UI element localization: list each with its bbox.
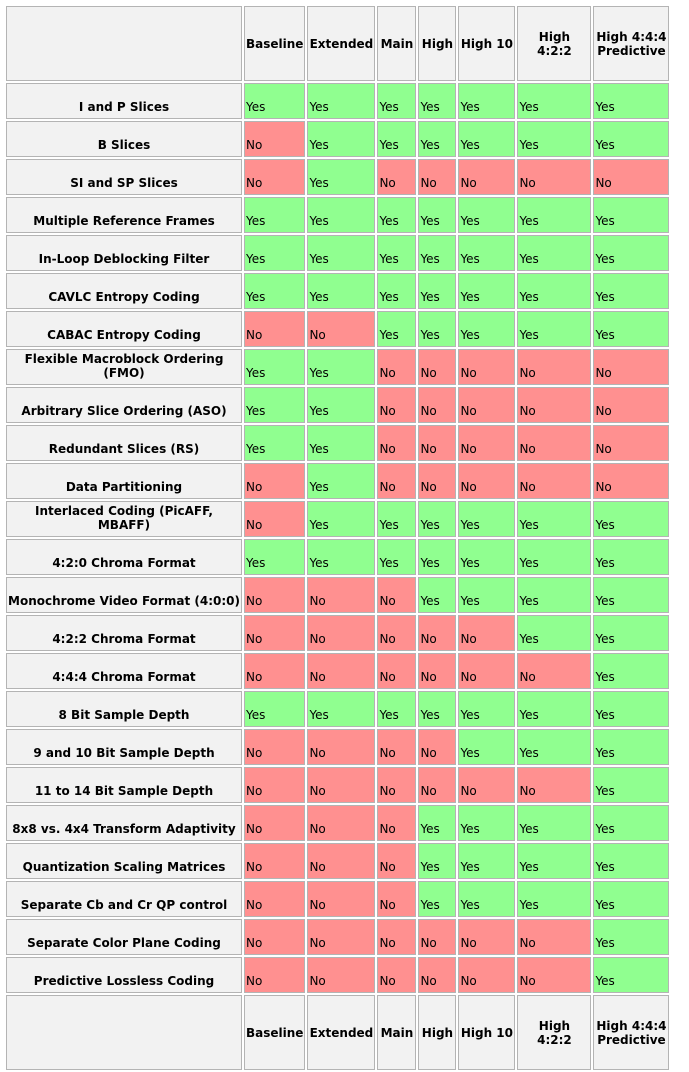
support-no-cell: No: [244, 615, 305, 651]
support-yes-cell: Yes: [307, 159, 375, 195]
feature-label: I and P Slices: [6, 83, 242, 119]
support-yes-cell: Yes: [418, 83, 456, 119]
support-no-cell: No: [377, 653, 416, 689]
support-no-cell: No: [377, 387, 416, 423]
support-yes-cell: Yes: [593, 539, 669, 575]
support-no-cell: No: [377, 463, 416, 499]
support-no-cell: No: [418, 653, 456, 689]
support-yes-cell: Yes: [517, 539, 591, 575]
support-no-cell: No: [244, 881, 305, 917]
support-no-cell: No: [377, 729, 416, 765]
support-yes-cell: Yes: [244, 425, 305, 461]
table-row: [6, 197, 669, 233]
profile-header: Baseline: [244, 6, 305, 81]
feature-label: Interlaced Coding (PicAFF, MBAFF): [6, 501, 242, 537]
support-yes-cell: Yes: [377, 691, 416, 727]
footer-row: [6, 995, 669, 1070]
feature-label: SI and SP Slices: [6, 159, 242, 195]
support-yes-cell: Yes: [517, 121, 591, 157]
support-no-cell: No: [593, 425, 669, 461]
table-row: [6, 691, 669, 727]
support-yes-cell: Yes: [517, 83, 591, 119]
support-no-cell: No: [418, 919, 456, 955]
support-yes-cell: Yes: [593, 729, 669, 765]
support-yes-cell: Yes: [458, 729, 515, 765]
support-no-cell: No: [593, 159, 669, 195]
support-yes-cell: Yes: [458, 273, 515, 309]
table-body: [6, 83, 669, 993]
support-yes-cell: Yes: [517, 729, 591, 765]
support-no-cell: No: [593, 349, 669, 385]
support-no-cell: No: [377, 805, 416, 841]
support-yes-cell: Yes: [517, 843, 591, 879]
support-yes-cell: Yes: [458, 881, 515, 917]
support-yes-cell: Yes: [593, 919, 669, 955]
support-no-cell: No: [377, 919, 416, 955]
support-yes-cell: Yes: [593, 83, 669, 119]
table-row: [6, 463, 669, 499]
support-no-cell: No: [307, 577, 375, 613]
support-yes-cell: Yes: [418, 273, 456, 309]
support-no-cell: No: [244, 843, 305, 879]
support-no-cell: No: [458, 425, 515, 461]
support-yes-cell: Yes: [244, 691, 305, 727]
profile-header: High 4:4:4 Predictive: [593, 995, 669, 1070]
feature-label: 8 Bit Sample Depth: [6, 691, 242, 727]
support-no-cell: No: [244, 919, 305, 955]
support-no-cell: No: [458, 767, 515, 803]
support-yes-cell: Yes: [418, 805, 456, 841]
support-yes-cell: Yes: [418, 843, 456, 879]
support-no-cell: No: [418, 425, 456, 461]
feature-label: 8x8 vs. 4x4 Transform Adaptivity: [6, 805, 242, 841]
support-yes-cell: Yes: [418, 691, 456, 727]
support-no-cell: No: [244, 805, 305, 841]
support-no-cell: No: [458, 349, 515, 385]
table-row: [6, 425, 669, 461]
feature-label: Monochrome Video Format (4:0:0): [6, 577, 242, 613]
support-no-cell: No: [517, 919, 591, 955]
support-no-cell: No: [307, 729, 375, 765]
support-no-cell: No: [418, 767, 456, 803]
support-yes-cell: Yes: [593, 805, 669, 841]
table-row: [6, 957, 669, 993]
support-yes-cell: Yes: [307, 273, 375, 309]
support-no-cell: No: [458, 919, 515, 955]
support-yes-cell: Yes: [593, 957, 669, 993]
feature-label: Flexible Macroblock Ordering (FMO): [6, 349, 242, 385]
support-yes-cell: Yes: [377, 273, 416, 309]
profile-header: High: [418, 995, 456, 1070]
support-yes-cell: Yes: [458, 501, 515, 537]
support-no-cell: No: [377, 843, 416, 879]
feature-label: Arbitrary Slice Ordering (ASO): [6, 387, 242, 423]
support-no-cell: No: [377, 425, 416, 461]
support-no-cell: No: [458, 463, 515, 499]
feature-label: 4:2:2 Chroma Format: [6, 615, 242, 651]
support-yes-cell: Yes: [517, 235, 591, 271]
feature-label: 11 to 14 Bit Sample Depth: [6, 767, 242, 803]
support-yes-cell: Yes: [458, 843, 515, 879]
profile-header: Baseline: [244, 995, 305, 1070]
support-no-cell: No: [418, 957, 456, 993]
support-yes-cell: Yes: [517, 577, 591, 613]
support-yes-cell: Yes: [307, 387, 375, 423]
support-no-cell: No: [517, 653, 591, 689]
support-no-cell: No: [517, 425, 591, 461]
support-yes-cell: Yes: [517, 273, 591, 309]
support-no-cell: No: [517, 349, 591, 385]
feature-label: Separate Color Plane Coding: [6, 919, 242, 955]
support-yes-cell: Yes: [418, 235, 456, 271]
support-yes-cell: Yes: [593, 653, 669, 689]
support-no-cell: No: [517, 463, 591, 499]
table-row: [6, 121, 669, 157]
support-yes-cell: Yes: [517, 501, 591, 537]
support-yes-cell: Yes: [244, 273, 305, 309]
support-no-cell: No: [458, 159, 515, 195]
support-yes-cell: Yes: [377, 501, 416, 537]
support-yes-cell: Yes: [418, 501, 456, 537]
support-yes-cell: Yes: [517, 881, 591, 917]
table-row: [6, 349, 669, 385]
table-row: [6, 615, 669, 651]
support-yes-cell: Yes: [458, 805, 515, 841]
support-yes-cell: Yes: [307, 539, 375, 575]
support-yes-cell: Yes: [458, 83, 515, 119]
support-no-cell: No: [377, 957, 416, 993]
support-yes-cell: Yes: [307, 197, 375, 233]
support-yes-cell: Yes: [418, 881, 456, 917]
table-row: [6, 919, 669, 955]
support-no-cell: No: [377, 615, 416, 651]
support-no-cell: No: [418, 729, 456, 765]
support-no-cell: No: [307, 311, 375, 347]
feature-label: CAVLC Entropy Coding: [6, 273, 242, 309]
support-yes-cell: Yes: [244, 349, 305, 385]
support-yes-cell: Yes: [418, 577, 456, 613]
profile-header: High 10: [458, 995, 515, 1070]
support-no-cell: No: [244, 501, 305, 537]
profile-header: High 4:4:4 Predictive: [593, 6, 669, 81]
profile-header: High 4:2:2: [517, 6, 591, 81]
table-row: [6, 767, 669, 803]
support-no-cell: No: [307, 881, 375, 917]
table-row: [6, 159, 669, 195]
support-no-cell: No: [244, 311, 305, 347]
support-no-cell: No: [418, 349, 456, 385]
support-no-cell: No: [244, 159, 305, 195]
support-yes-cell: Yes: [458, 121, 515, 157]
support-yes-cell: Yes: [307, 425, 375, 461]
feature-label: Multiple Reference Frames: [6, 197, 242, 233]
support-yes-cell: Yes: [418, 121, 456, 157]
table-row: [6, 83, 669, 119]
support-no-cell: No: [377, 767, 416, 803]
header-row: [6, 6, 669, 81]
table-row: [6, 539, 669, 575]
support-yes-cell: Yes: [593, 767, 669, 803]
support-no-cell: No: [458, 387, 515, 423]
support-yes-cell: Yes: [244, 387, 305, 423]
support-yes-cell: Yes: [593, 615, 669, 651]
support-yes-cell: Yes: [377, 197, 416, 233]
profile-header: High: [418, 6, 456, 81]
support-no-cell: No: [377, 881, 416, 917]
support-yes-cell: Yes: [377, 539, 416, 575]
support-no-cell: No: [458, 957, 515, 993]
support-yes-cell: Yes: [307, 83, 375, 119]
table-row: [6, 805, 669, 841]
support-no-cell: No: [244, 463, 305, 499]
profile-comparison-table: [4, 4, 671, 1072]
support-yes-cell: Yes: [593, 121, 669, 157]
support-yes-cell: Yes: [593, 197, 669, 233]
support-yes-cell: Yes: [593, 235, 669, 271]
table-row: [6, 235, 669, 271]
support-no-cell: No: [458, 653, 515, 689]
feature-label: 9 and 10 Bit Sample Depth: [6, 729, 242, 765]
feature-label: Quantization Scaling Matrices: [6, 843, 242, 879]
table-row: [6, 729, 669, 765]
support-yes-cell: Yes: [377, 121, 416, 157]
table-row: [6, 387, 669, 423]
support-no-cell: No: [593, 387, 669, 423]
support-no-cell: No: [307, 957, 375, 993]
support-yes-cell: Yes: [593, 577, 669, 613]
support-yes-cell: Yes: [517, 691, 591, 727]
support-no-cell: No: [244, 957, 305, 993]
support-yes-cell: Yes: [244, 539, 305, 575]
support-yes-cell: Yes: [517, 805, 591, 841]
support-no-cell: No: [307, 767, 375, 803]
feature-label: Separate Cb and Cr QP control: [6, 881, 242, 917]
table-row: [6, 577, 669, 613]
feature-label: 4:2:0 Chroma Format: [6, 539, 242, 575]
support-yes-cell: Yes: [307, 501, 375, 537]
support-yes-cell: Yes: [307, 691, 375, 727]
support-yes-cell: Yes: [307, 463, 375, 499]
profile-header: Main: [377, 995, 416, 1070]
support-yes-cell: Yes: [593, 881, 669, 917]
support-yes-cell: Yes: [418, 539, 456, 575]
support-no-cell: No: [307, 843, 375, 879]
support-yes-cell: Yes: [307, 235, 375, 271]
support-yes-cell: Yes: [307, 349, 375, 385]
support-yes-cell: Yes: [593, 501, 669, 537]
support-yes-cell: Yes: [377, 83, 416, 119]
support-no-cell: No: [517, 159, 591, 195]
table-row: [6, 273, 669, 309]
support-yes-cell: Yes: [593, 311, 669, 347]
table-row: [6, 501, 669, 537]
support-yes-cell: Yes: [593, 843, 669, 879]
support-no-cell: No: [307, 805, 375, 841]
support-yes-cell: Yes: [418, 197, 456, 233]
table-row: [6, 311, 669, 347]
support-no-cell: No: [307, 919, 375, 955]
support-no-cell: No: [307, 615, 375, 651]
support-no-cell: No: [418, 387, 456, 423]
support-no-cell: No: [418, 615, 456, 651]
feature-label: CABAC Entropy Coding: [6, 311, 242, 347]
support-yes-cell: Yes: [244, 83, 305, 119]
support-no-cell: No: [593, 463, 669, 499]
support-yes-cell: Yes: [517, 615, 591, 651]
feature-label: In-Loop Deblocking Filter: [6, 235, 242, 271]
table-row: [6, 843, 669, 879]
table-row: [6, 653, 669, 689]
profile-header: Main: [377, 6, 416, 81]
feature-label: B Slices: [6, 121, 242, 157]
support-no-cell: No: [244, 729, 305, 765]
support-yes-cell: Yes: [377, 235, 416, 271]
support-yes-cell: Yes: [418, 311, 456, 347]
support-no-cell: No: [517, 957, 591, 993]
support-yes-cell: Yes: [593, 691, 669, 727]
support-no-cell: No: [244, 121, 305, 157]
support-no-cell: No: [458, 615, 515, 651]
corner-cell: [6, 6, 242, 81]
support-yes-cell: Yes: [517, 311, 591, 347]
support-yes-cell: Yes: [244, 235, 305, 271]
support-no-cell: No: [517, 767, 591, 803]
profile-header: Extended: [307, 6, 375, 81]
support-no-cell: No: [517, 387, 591, 423]
support-yes-cell: Yes: [458, 577, 515, 613]
support-no-cell: No: [377, 349, 416, 385]
support-no-cell: No: [244, 653, 305, 689]
profile-header: High 4:2:2: [517, 995, 591, 1070]
support-yes-cell: Yes: [458, 197, 515, 233]
feature-label: Redundant Slices (RS): [6, 425, 242, 461]
support-yes-cell: Yes: [458, 311, 515, 347]
support-yes-cell: Yes: [458, 235, 515, 271]
feature-label: Predictive Lossless Coding: [6, 957, 242, 993]
support-yes-cell: Yes: [593, 273, 669, 309]
support-yes-cell: Yes: [458, 539, 515, 575]
support-no-cell: No: [244, 577, 305, 613]
support-no-cell: No: [377, 159, 416, 195]
support-yes-cell: Yes: [244, 197, 305, 233]
support-yes-cell: Yes: [458, 691, 515, 727]
support-no-cell: No: [244, 767, 305, 803]
support-yes-cell: Yes: [377, 311, 416, 347]
support-yes-cell: Yes: [517, 197, 591, 233]
feature-label: 4:4:4 Chroma Format: [6, 653, 242, 689]
support-yes-cell: Yes: [307, 121, 375, 157]
table-row: [6, 881, 669, 917]
support-no-cell: No: [307, 653, 375, 689]
corner-cell: [6, 995, 242, 1070]
profile-header: Extended: [307, 995, 375, 1070]
support-no-cell: No: [418, 159, 456, 195]
profile-header: High 10: [458, 6, 515, 81]
support-no-cell: No: [377, 577, 416, 613]
support-no-cell: No: [418, 463, 456, 499]
feature-label: Data Partitioning: [6, 463, 242, 499]
